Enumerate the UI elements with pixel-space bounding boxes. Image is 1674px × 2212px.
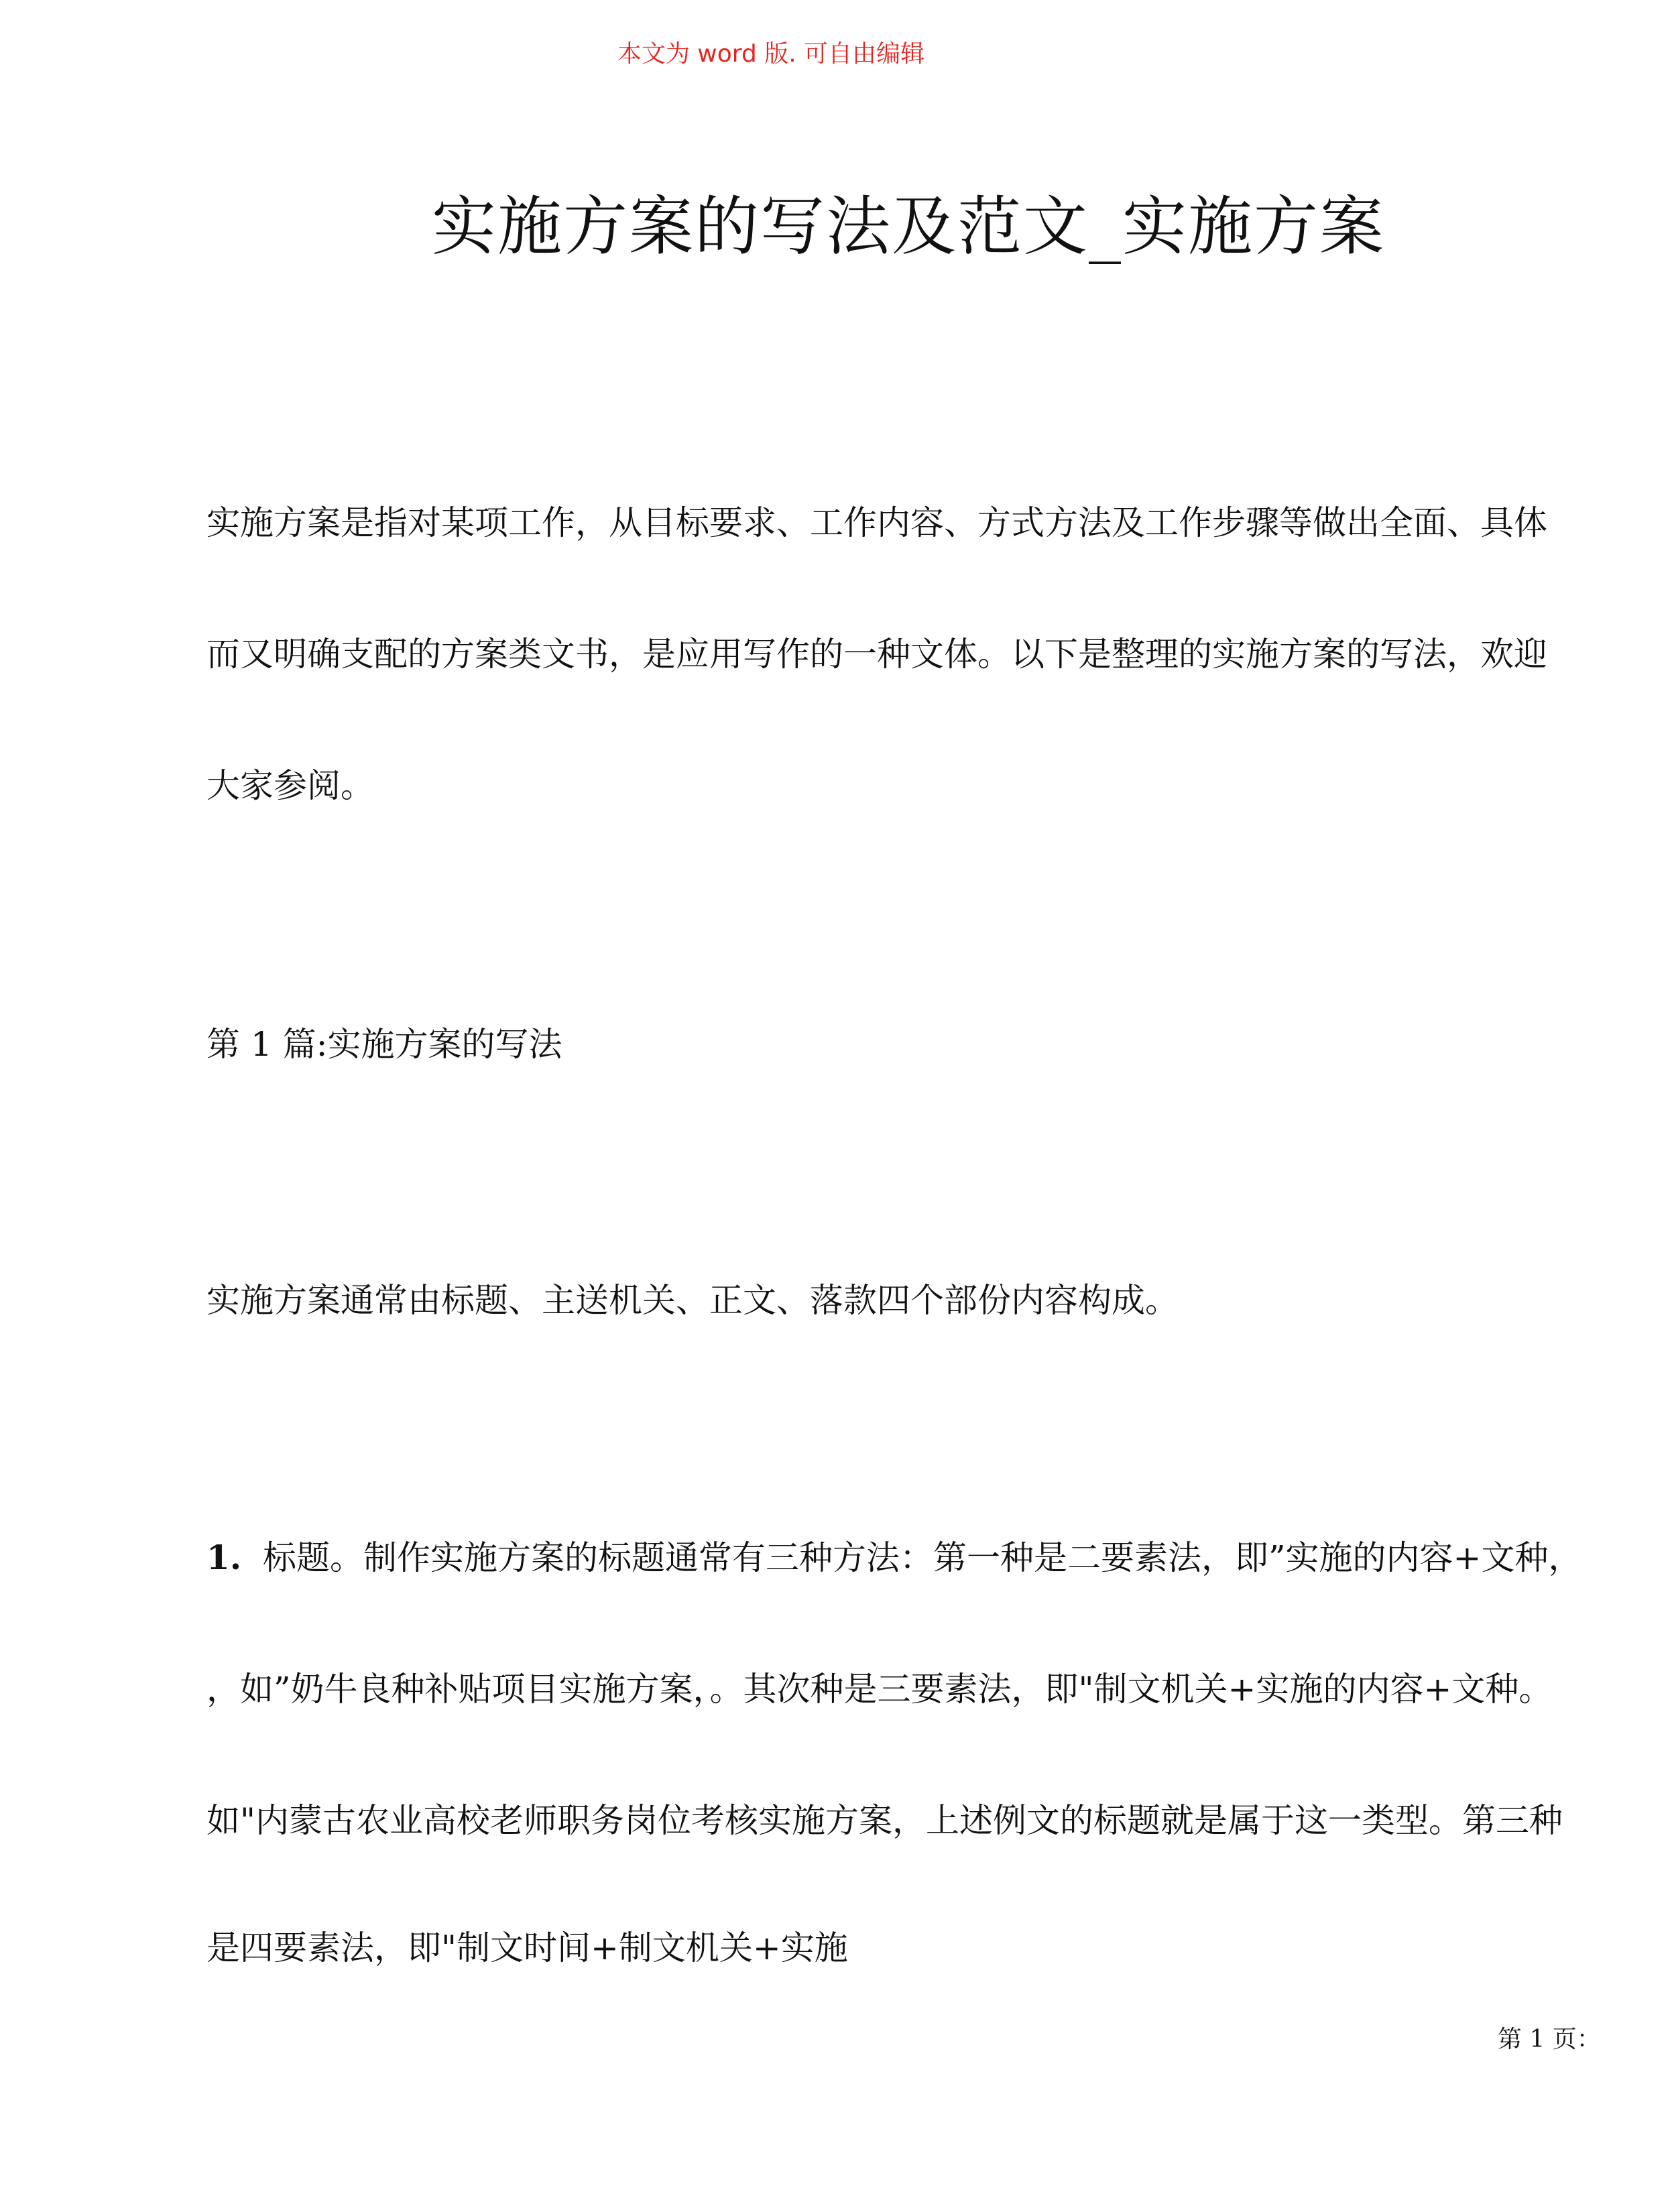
- watermark-text: 本文为 word 版. 可自由编辑: [617, 40, 925, 68]
- section-heading: 第 1 篇:实施方案的写法: [206, 1025, 562, 1064]
- item-1-line-2: ，如”奶牛良种补贴项目实施方案，。其次种是三要素法，即"制文机关+实施的内容+文种。: [206, 1670, 1553, 1709]
- page-number: 第 1 页：: [1498, 2026, 1601, 2053]
- composition-paragraph: 实施方案通常由标题、主送机关、正文、落款四个部份内容构成。: [206, 1281, 1179, 1320]
- item-1-line-4: 是四要素法，即"制文时间+制文机关+实施: [206, 1928, 848, 1967]
- item-1-line-3: 如"内蒙古农业高校老师职务岗位考核实施方案，上述例文的标题就是属于这一类型。第三种: [206, 1801, 1563, 1840]
- intro-line-2: 而又明确支配的方案类文书，是应用写作的一种文体。以下是整理的实施方案的写法，欢迎: [206, 635, 1547, 674]
- item-1-text: 标题。制作实施方案的标题通常有三种方法：第一种是二要素法，即”实施的内容+文种，: [263, 1538, 1582, 1577]
- item-1-line-1: [206, 1538, 1581, 1578]
- document-title: 实施方案的写法及范文_实施方案: [432, 189, 1385, 264]
- item-1-number: 1.: [206, 1538, 242, 1577]
- intro-line-1: 实施方案是指对某项工作，从目标要求、工作内容、方式方法及工作步骤等做出全面、具体: [206, 503, 1547, 542]
- intro-line-3: 大家参阅。: [206, 766, 374, 805]
